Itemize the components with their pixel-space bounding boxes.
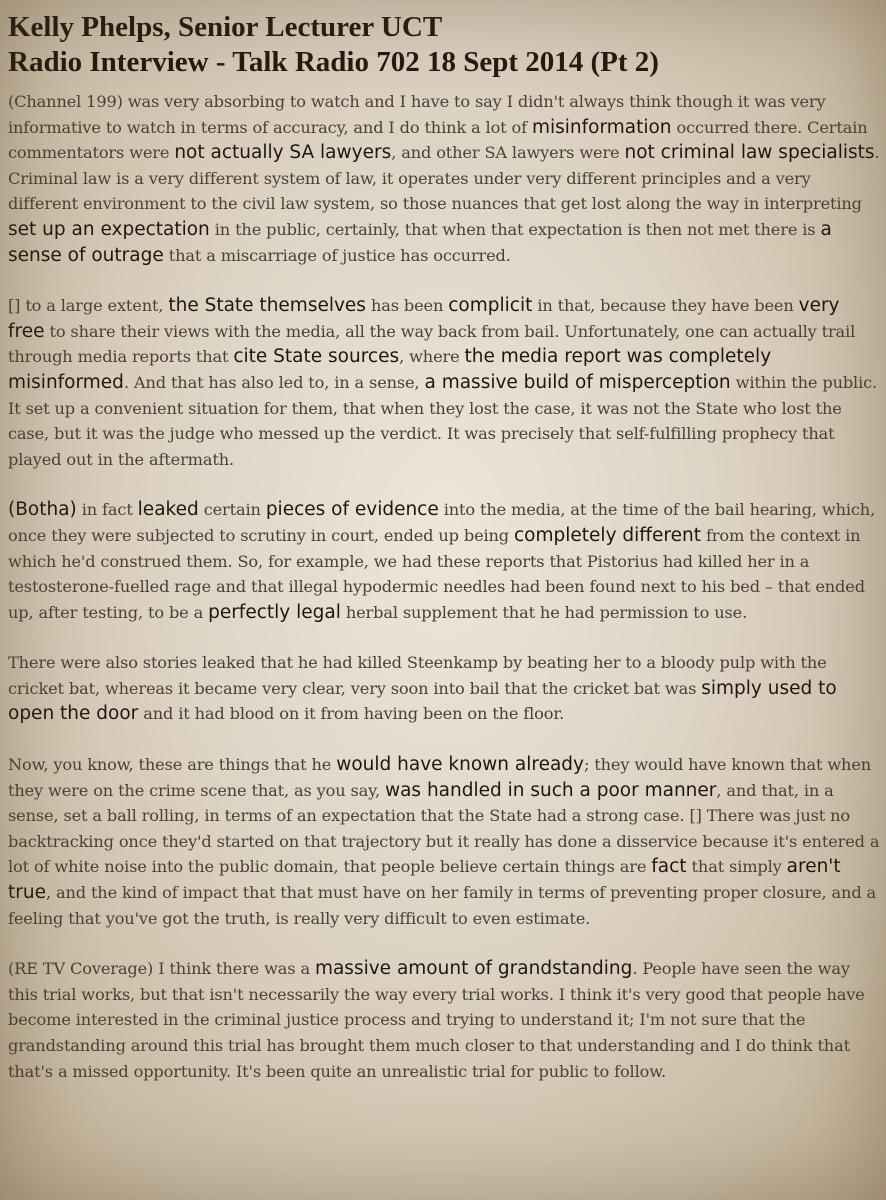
paragraph-text: , and that, in a sense, set a ball rolling, in terms of an expectation that the State had a strong case. [] There was just no backtracking once they'd started on that trajectory but it really has done a disservice because it's entered a lot of white noise into the public domain, that people believe certain things are [8,780,880,877]
paragraph-text: (Channel 199) was very absorbing to watch and I have to say I didn't always think though it was very informative to watch in terms of accuracy, and I do think a lot of [8,92,826,137]
emphasized-phrase: the media report was completely misinformed [8,346,772,393]
paragraph-text: certain [198,500,266,520]
paragraph [8,650,880,727]
title-line-interview: Radio Interview - Talk Radio 702 18 Sept 2014 (Pt 2) [8,46,659,78]
title-line-author: Kelly Phelps, Senior Lecturer UCT [8,11,443,43]
emphasized-phrase: massive amount of grandstanding [314,958,633,980]
emphasized-phrase: pieces of evidence [265,499,439,521]
emphasized-phrase: completely different [514,524,701,546]
paragraph-text: . Criminal law is a very different system of law, it operates under very different principles and a very different environment to the civil law system, so those nuances that get lost along the way in interpreting [8,143,880,214]
paragraph [8,752,880,931]
emphasized-phrase: very free [8,295,840,342]
paragraph-text: herbal supplement that he had permission to use. [340,602,748,622]
paragraph-text: There were also stories leaked that he had killed Steenkamp by beating her to a bloody pulp with the cricket bat, whereas it became very clear, very soon into bail that the cricket bat was [8,653,827,698]
paragraph-text: that simply [686,857,787,877]
paragraph-text: has been [365,296,449,316]
emphasized-phrase: simply used to open the door [8,677,837,725]
interview-body [8,89,880,1084]
emphasized-phrase: complicit [448,295,533,317]
paragraph-text: to share their views with the media, all the way back from bail. Unfortunately, one can actually trail through media reports that [8,321,856,367]
paragraph-text: [] to a large extent, [8,296,169,316]
emphasized-phrase: aren't true [8,856,841,904]
paragraph-text: in the public, certainly, that when that expectation is then not met there is [209,219,821,239]
document-page [8,10,880,1084]
document-title [8,10,880,80]
emphasized-phrase: would have known already [336,754,584,776]
paragraph [8,956,880,1084]
paragraph-text: , and the kind of impact that that must have on her family in terms of preventing proper closure, and a feeling that you've got the truth, is really very difficult to even estimate. [8,883,877,928]
paragraph-text: within the public. It set up a convenient situation for them, that when they lost the case, it was not the State who lost the case, but it was the judge who messed up the verdict. It was precisely that self-fulfilling prophecy that played out in the aftermath. [8,372,878,469]
emphasized-phrase: was handled in such a poor manner [384,779,717,801]
paragraph-text: (RE TV Coverage) I think there was a [8,959,315,979]
emphasized-phrase: a sense of outrage [8,218,832,266]
emphasized-phrase: cite State sources [233,346,400,368]
paragraph-text: , where [399,347,465,367]
emphasized-phrase: set up an expectation [8,218,210,240]
emphasized-phrase: perfectly legal [208,601,341,623]
paragraph [8,89,880,268]
emphasized-phrase: leaked [137,499,199,521]
paragraph-text: in fact [76,500,138,520]
paragraph-text: from the context in which he'd construed them. So, for example, we had these reports that Pistorius had killed her in a testosterone-fuelled rage and that illegal hypodermic needles had been found next to his bed – that ended up, after testing, to be a [8,525,865,622]
paragraph [8,293,880,472]
paragraph-text: and it had blood on it from having been on the floor. [138,704,565,724]
paragraph-text: that a miscarriage of justice has occurred. [163,245,511,265]
paragraph-text: in that, because they have been [532,296,799,316]
emphasized-phrase: not criminal law specialists [624,142,875,164]
emphasized-phrase: a massive build of misperception [424,371,731,393]
paragraph-text: occurred there. Certain commentators were [8,117,868,163]
emphasized-phrase: fact [651,856,687,878]
paragraph-text: Now, you know, these are things that he [8,755,337,775]
paragraph-text: , and other SA lawyers were [391,143,625,163]
paragraph-text: . And that has also led to, in a sense, [123,372,425,392]
paragraph-text: ; they would have known that when they were on the crime scene that, as you say, [8,755,872,800]
paragraph [8,497,880,625]
emphasized-phrase: (Botha) [8,499,77,521]
emphasized-phrase: not actually SA lawyers [174,142,392,164]
emphasized-phrase: misinformation [531,116,672,138]
emphasized-phrase: the State themselves [168,295,366,317]
paragraph-text: into the media, at the time of the bail hearing, which, once they were subjected to scrutiny in court, ended up being [8,500,876,545]
paragraph-text: . People have seen the way this trial works, but that isn't necessarily the way every trial works. I think it's very good that people have become interested in the criminal justice process and trying to understand it; I'm not sure that the grandstanding around this trial has brought them much closer to that understanding and I do think that that's a missed opportunity. It's been quite an unrealistic trial for public to follow. [8,959,865,1081]
